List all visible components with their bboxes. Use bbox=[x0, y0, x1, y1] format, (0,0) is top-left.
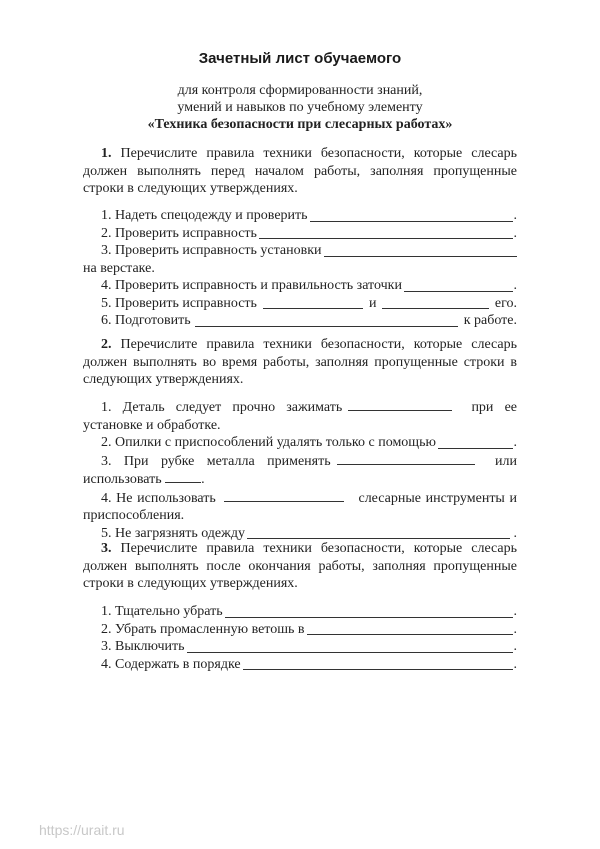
topic-text: «Техника безопасности при слесарных работах» bbox=[147, 117, 453, 132]
blank-line[interactable] bbox=[259, 226, 513, 239]
blank-line[interactable] bbox=[310, 209, 513, 222]
subtitle-line-2: умений и навыков по учебному элементу bbox=[177, 100, 423, 115]
blank-line[interactable] bbox=[404, 279, 513, 292]
period: . bbox=[513, 604, 517, 619]
subtitle-line-1: для контроля сформированности знаний, bbox=[177, 83, 423, 98]
s1-item-1 bbox=[83, 207, 517, 225]
section-3-instruction bbox=[83, 540, 517, 593]
page-title: Зачетный лист обучаемого bbox=[198, 50, 402, 67]
s2-item-1-label: 1. Деталь следует прочно зажимать bbox=[101, 400, 343, 415]
s1-item-5-conj: и bbox=[368, 295, 377, 311]
section-2-items bbox=[83, 398, 517, 542]
s3-item-2 bbox=[83, 621, 517, 639]
s3-item-1-label: 1. Тщательно убрать bbox=[101, 604, 223, 619]
blank-line[interactable] bbox=[225, 605, 513, 618]
s2-item-2-label: 2. Опилки с приспособлений удалять только с помощью bbox=[101, 435, 436, 450]
s2-item-3-label: 3. При рубке металла применять bbox=[101, 453, 331, 469]
s3-item-4 bbox=[83, 656, 517, 674]
section-1-number: 1. bbox=[101, 146, 112, 161]
s2-item-2 bbox=[83, 434, 517, 452]
s1-item-5-label: 5. Проверить исправность bbox=[101, 295, 257, 311]
s3-item-4-label: 4. Содержать в порядке bbox=[101, 656, 241, 672]
period: . bbox=[513, 656, 517, 672]
section-2-number: 2. bbox=[101, 337, 112, 352]
s3-item-1 bbox=[83, 603, 517, 621]
blank-line[interactable] bbox=[165, 470, 201, 483]
s1-item-2-label: 2. Проверить исправность bbox=[101, 225, 257, 241]
subtitle-topic bbox=[0, 116, 600, 133]
period: . bbox=[513, 639, 517, 654]
blank-line[interactable] bbox=[247, 526, 510, 539]
blank-line[interactable] bbox=[438, 436, 513, 449]
s3-item-3-label: 3. Выключить bbox=[101, 639, 185, 654]
s2-item-5-label: 5. Не загрязнять одежду bbox=[101, 525, 245, 541]
section-2-text: Перечислите правила техники безопасности, которые слесарь должен выполнять во время работы, заполняя пропущенные строки в следующих утверждениях. bbox=[83, 337, 517, 387]
blank-line[interactable] bbox=[263, 296, 363, 309]
s1-item-3-cont: на верстаке. bbox=[83, 260, 155, 276]
section-1-items bbox=[83, 207, 517, 330]
section-3-number: 3. bbox=[101, 541, 112, 556]
blank-line[interactable] bbox=[243, 657, 513, 670]
s2-item-4-end: слесарные инструменты и приспособления. bbox=[83, 490, 518, 523]
s2-item-4 bbox=[83, 489, 517, 525]
blank-line[interactable] bbox=[382, 296, 488, 309]
s1-item-4-label: 4. Проверить исправность и правильность заточки bbox=[101, 278, 402, 293]
period: . bbox=[513, 621, 517, 637]
blank-line[interactable] bbox=[324, 244, 517, 257]
s1-item-5 bbox=[83, 295, 517, 313]
blank-line[interactable] bbox=[195, 314, 458, 327]
blank-line[interactable] bbox=[307, 622, 513, 635]
period: . bbox=[513, 208, 517, 223]
section-3-items bbox=[83, 603, 517, 673]
section-1-text: Перечислите правила техники безопасности, которые слесарь должен выполнять перед началом работы, заполняя пропущенные строки в следующих утверждениях. bbox=[83, 146, 517, 196]
section-2 bbox=[83, 336, 517, 389]
section-3 bbox=[83, 540, 517, 593]
watermark-url: https://urait.ru bbox=[39, 822, 125, 838]
s2-item-4-label: 4. Не использовать bbox=[101, 490, 216, 506]
section-1 bbox=[83, 145, 517, 198]
blank-line[interactable] bbox=[348, 398, 452, 411]
s2-item-1 bbox=[83, 398, 517, 434]
blank-line[interactable] bbox=[187, 640, 513, 653]
period: . bbox=[513, 278, 517, 293]
period: . bbox=[513, 435, 517, 450]
blank-line[interactable] bbox=[224, 489, 344, 502]
s3-item-3 bbox=[83, 638, 517, 656]
s1-item-6 bbox=[83, 312, 517, 330]
period: . bbox=[513, 225, 517, 241]
s1-item-2 bbox=[83, 225, 517, 243]
s3-item-2-label: 2. Убрать промасленную ветошь в bbox=[101, 621, 305, 637]
period: . bbox=[201, 472, 205, 487]
period: . bbox=[513, 525, 517, 541]
section-3-text: Перечислите правила техники безопасности, которые слесарь должен выполнять после окончания работы, заполняя пропущенные строки в следующих утверждениях. bbox=[83, 541, 517, 591]
s1-item-6-end: к работе. bbox=[463, 313, 517, 328]
s1-item-3-label: 3. Проверить исправность установки bbox=[101, 243, 322, 258]
s1-item-3 bbox=[83, 242, 517, 260]
s1-item-4 bbox=[83, 277, 517, 295]
s2-item-3-end: или использовать bbox=[83, 453, 517, 487]
s2-item-3 bbox=[83, 452, 517, 489]
s1-item-1-label: 1. Надеть спецодежду и проверить bbox=[101, 208, 308, 223]
section-1-instruction bbox=[83, 145, 517, 198]
s1-item-6-label: 6. Подготовить bbox=[101, 313, 191, 328]
section-2-instruction bbox=[83, 336, 517, 389]
s1-item-5-end: его. bbox=[494, 295, 517, 311]
s2-item-1-end: при ее установке и обработке. bbox=[83, 400, 518, 433]
blank-line[interactable] bbox=[337, 452, 475, 465]
